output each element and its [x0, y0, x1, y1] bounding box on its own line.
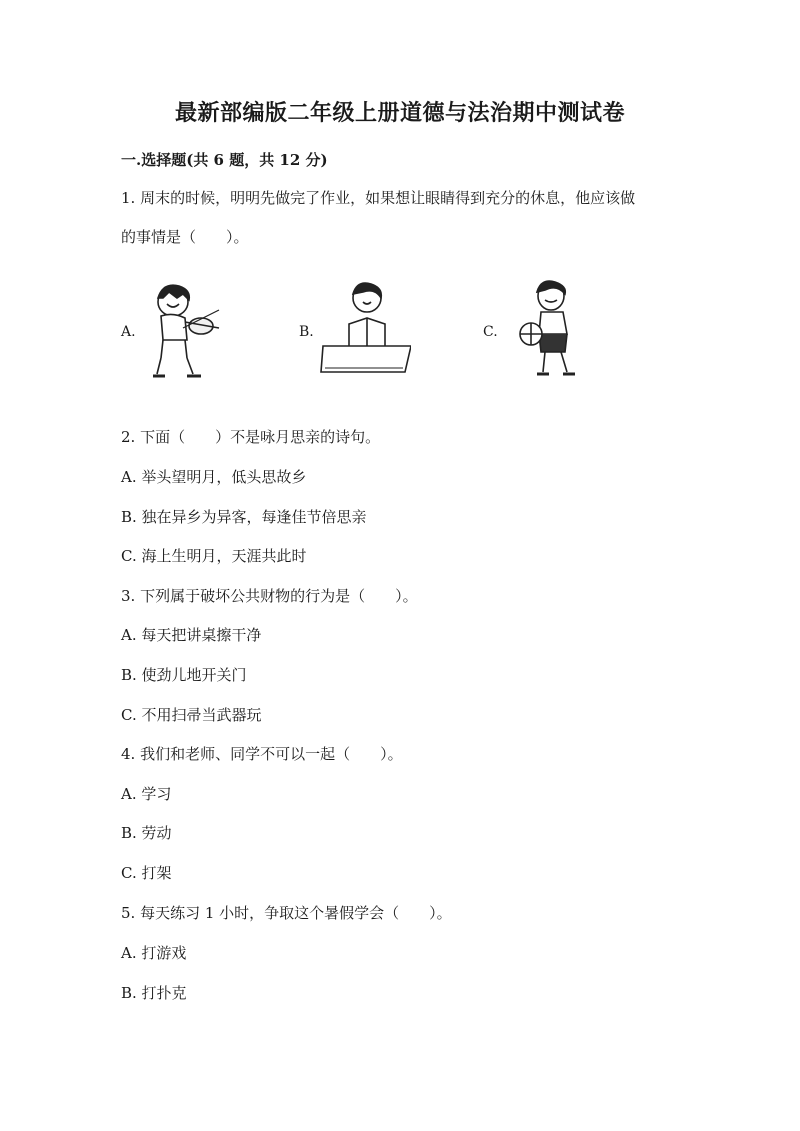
question-4-stem: 4. 我们和老师、同学不可以一起（ ）。 — [121, 745, 403, 763]
question-1-stem-line-1: 1. 周末的时候，明明先做完了作业，如果想让眼睛得到充分的休息，他应该做 — [121, 189, 636, 207]
question-2-option-c[interactable]: C. 海上生明月，天涯共此时 — [121, 547, 307, 565]
boy-reading-book-icon — [319, 276, 411, 388]
question-5-stem: 5. 每天练习 1 小时，争取这个暑假学会（ ）。 — [121, 904, 452, 922]
boy-playing-violin-icon — [139, 276, 229, 388]
question-1-stem-line-2: 的事情是（ ）。 — [121, 228, 249, 246]
page-title: 最新部编版二年级上册道德与法治期中测试卷 — [174, 100, 625, 126]
question-2-stem: 2. 下面（ ）不是咏月思亲的诗句。 — [121, 428, 381, 446]
question-1-image-options — [121, 276, 601, 388]
option-b-image-choice[interactable] — [299, 276, 449, 388]
question-4-option-c[interactable]: C. 打架 — [121, 864, 172, 882]
question-5-option-b[interactable]: B. 打扑克 — [121, 984, 187, 1002]
option-c-label: C. — [483, 324, 498, 340]
option-b-label: B. — [299, 324, 314, 340]
option-c-image-choice[interactable] — [483, 276, 633, 388]
option-a-image-choice[interactable] — [121, 276, 271, 388]
section-heading: 一.选择题(共 6 题，共 12 分) — [121, 151, 328, 169]
question-2-option-b[interactable]: B. 独在异乡为异客，每逢佳节倍思亲 — [121, 508, 367, 526]
option-a-label: A. — [121, 324, 136, 340]
question-3-stem: 3. 下列属于破坏公共财物的行为是（ ）。 — [121, 587, 418, 605]
question-4-option-a[interactable]: A. 学习 — [121, 785, 172, 803]
boy-with-basketball-icon — [505, 276, 595, 388]
question-5-option-a[interactable]: A. 打游戏 — [121, 944, 187, 962]
question-3-option-a[interactable]: A. 每天把讲桌擦干净 — [121, 626, 262, 644]
question-4-option-b[interactable]: B. 劳动 — [121, 824, 172, 842]
question-3-option-c[interactable]: C. 不用扫帚当武器玩 — [121, 706, 262, 724]
question-3-option-b[interactable]: B. 使劲儿地开关门 — [121, 666, 247, 684]
question-2-option-a[interactable]: A. 举头望明月，低头思故乡 — [121, 468, 307, 486]
